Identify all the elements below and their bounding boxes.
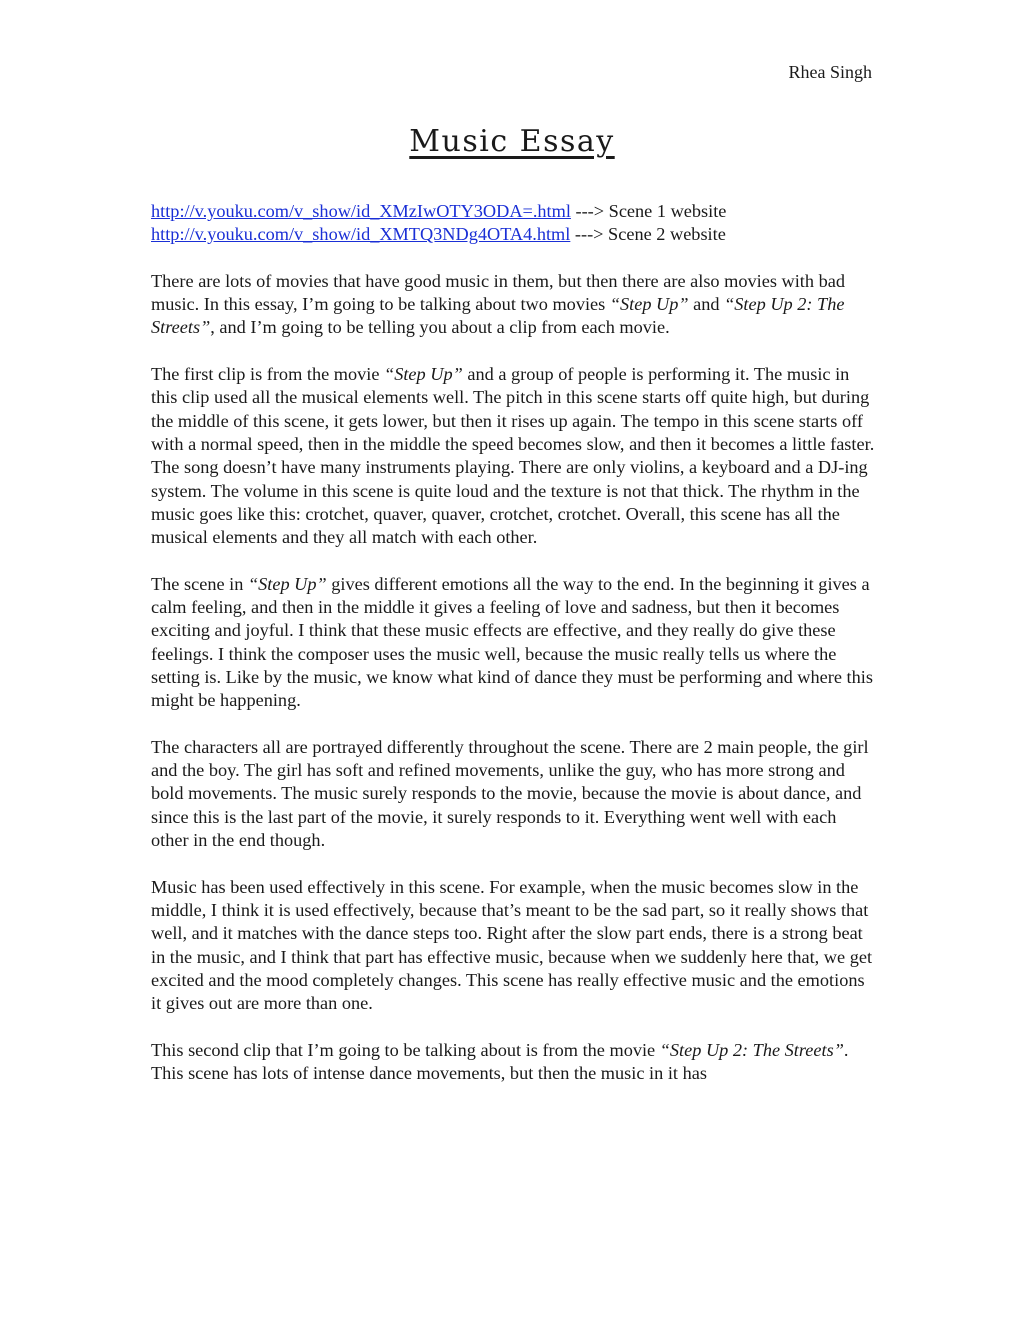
italic-title-text: “Step Up 2: The Streets” <box>659 1039 844 1060</box>
scene-1-note: ---> Scene 1 website <box>570 201 727 221</box>
essay-title: Music Essay <box>409 124 615 159</box>
paragraph-text: The first clip is from the movie <box>151 364 385 385</box>
paragraph-clip-1-elements <box>151 363 875 549</box>
italic-title-text: “Step Up” <box>384 364 463 385</box>
scene-2-note: ---> Scene 2 website <box>570 224 726 245</box>
paragraph-intro <box>151 270 875 340</box>
paragraph-text: Music has been used effectively in this scene. For example, when the music becomes slow in the middle, I think it is used effectively, because that’s meant to be the sad part, so it really shows that well, and it matches with the dance steps too. Right after the slow part ends, there is a strong beat in the music, and I think that part has effective music, because when we suddenly here that, we get excited and the mood completely changes. This scene has really effective music and the emotions it gives out are more than one. <box>151 876 873 1014</box>
scene-2-link[interactable]: http://v.youku.com/v_show/id_XMTQ3NDg4OTA4.html <box>151 224 571 245</box>
essay-body <box>151 200 875 1109</box>
paragraph-clip-2-intro <box>151 1039 875 1086</box>
author-name: Rhea Singh <box>788 62 872 82</box>
italic-title-text: “Step Up” <box>609 294 689 315</box>
paragraph-clip-1-effectiveness <box>151 876 875 1016</box>
scene-1-link[interactable]: http://v.youku.com/v_show/id_XMzIwOTY3ODA=.html <box>151 201 571 221</box>
paragraph-text: . This scene has lots of intense dance movements, but then the music in it has <box>151 1039 849 1083</box>
paragraph-text: There are lots of movies that have good music in them, but then there are also movies with bad music. In this essay, I’m going to be talking about two movies <box>151 270 845 315</box>
scene-1-link-line <box>151 200 875 223</box>
paragraph-text: , and I’m going to be telling you about a clip from each movie. <box>210 317 670 338</box>
paragraph-text: The characters all are portrayed differently throughout the scene. There are 2 main people, the girl and the boy. The girl has soft and refined movements, unlike the guy, who has more strong and bold movements. The music surely responds to the movie, because the movie is about dance, and since this is the last part of the movie, it surely responds to it. Everything went well with each other in the end though. <box>151 736 869 851</box>
scene-links <box>151 200 875 247</box>
italic-title-text: “Step Up” <box>247 573 327 594</box>
italic-title-text: “Step Up 2: The Streets” <box>151 294 845 338</box>
paragraph-clip-1-emotions <box>151 573 875 713</box>
paragraph-text: This second clip that I’m going to be talking about is from the movie <box>151 1039 660 1060</box>
paragraph-text: and <box>688 294 725 315</box>
paragraph-text: The scene in <box>151 573 248 594</box>
scene-2-link-line <box>151 223 875 246</box>
paragraph-text: gives different emotions all the way to the end. In the beginning it gives a calm feeling, and then in the middle it gives a feeling of love and sadness, but then it becomes exciting and joyful. I think that these music effects are effective, and they really do give these feelings. I think the composer uses the music well, because the music really tells us where the setting is. Like by the music, we know what kind of dance they must be performing and where this might be happening. <box>151 573 873 711</box>
paragraph-text: and a group of people is performing it. The music in this clip used all the musical elements well. The pitch in this scene starts off quite high, but during the middle of this scene, it gets lower, but then it rises up again. The tempo in this scene starts off with a normal speed, then in the middle the speed becomes slow, and then it becomes a little faster. The song doesn’t have many instruments playing. There are only violins, a keyboard and a DJ-ing system. The volume in this scene is quite loud and the texture is not that thick. The rhythm in the music goes like this: crotchet, quaver, quaver, crotchet, crotchet. Overall, this scene has all the musical elements and they all match with each other. <box>151 364 875 548</box>
paragraph-clip-1-characters <box>151 736 875 852</box>
